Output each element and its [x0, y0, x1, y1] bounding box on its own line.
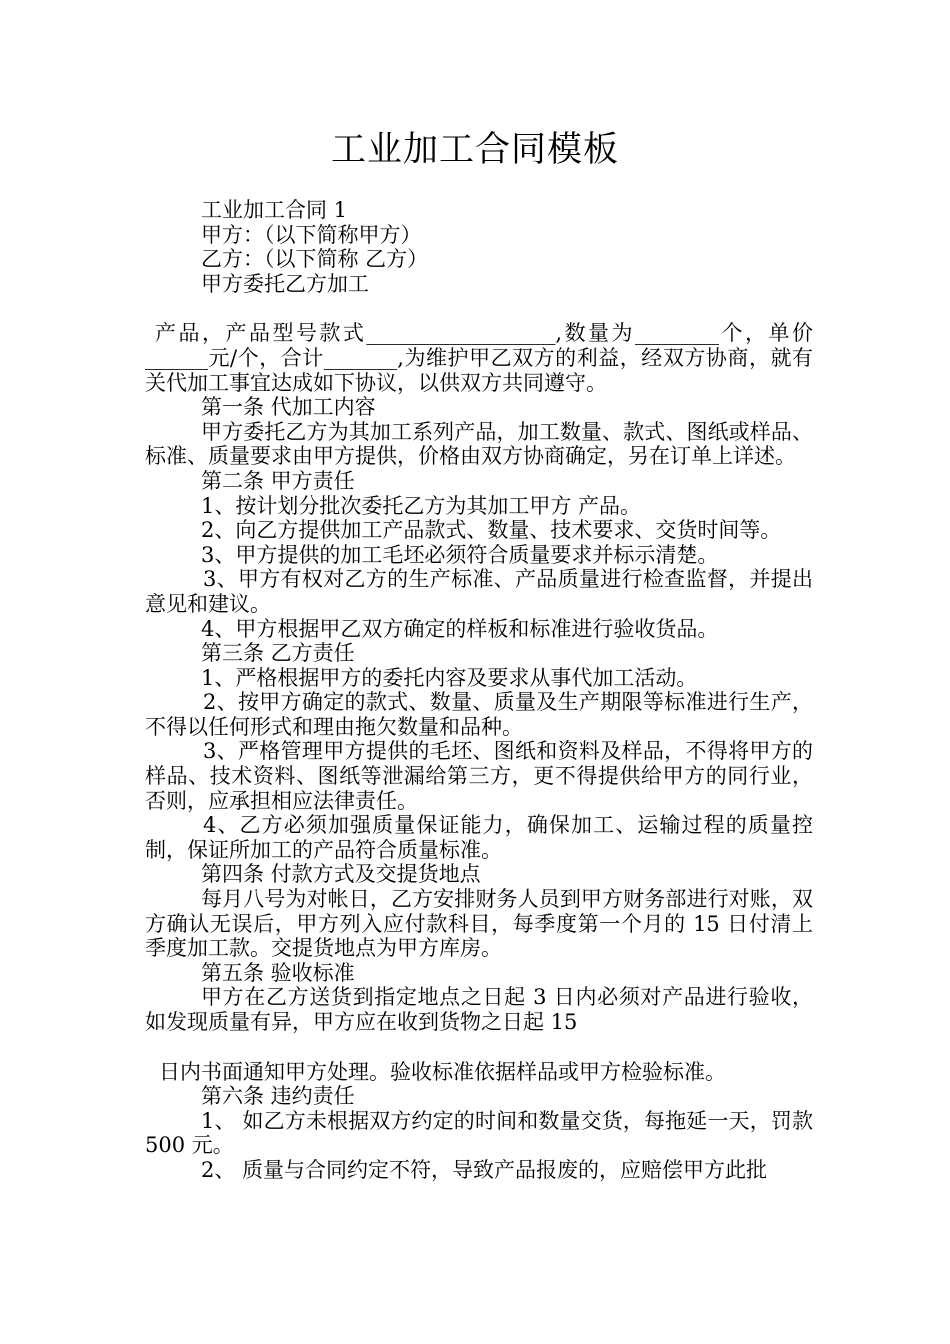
party-a-line: 甲方：（以下简称甲方） [201, 222, 422, 247]
article-5-heading: 第五条 验收标准 [201, 960, 355, 985]
article-3-item-4: 4、乙方必须加强质量保证能力，确保加工、运输过程的质量控制，保证所加工的产品符合质量标准。 [145, 813, 813, 862]
article-3-item-3: 3、严格管理甲方提供的毛坯、图纸和资料及样品，不得将甲方的样品、技术资料、图纸等泄漏给第三方，更不得提供给甲方的同行业，否则，应承担相应法律责任。 [145, 739, 813, 813]
article-2-item-2: 2、向乙方提供加工产品款式、数量、技术要求、交货时间等。 [201, 518, 782, 543]
blank-spacer [145, 296, 813, 321]
contract-heading: 工业加工合同 1 [201, 198, 348, 222]
article-6-heading: 第六条 违约责任 [201, 1084, 355, 1109]
product-terms-paragraph: 产品，产品型号款式__________________,数量为________个，单价______元/个，合计_______,为维护甲乙双方的利益，经双方协商，就有关代加工事宜达成如下协议，以供双方共同遵守。 [145, 321, 813, 395]
article-6-item-2: 2、 质量与合同约定不符，导致产品报废的，应赔偿甲方此批 [201, 1157, 768, 1182]
article-3-item-1: 1、严格根据甲方的委托内容及要求从事代加工活动。 [201, 665, 698, 690]
article-4-text: 每月八号为对帐日，乙方安排财务人员到甲方财务部进行对账，双方确认无误后，甲方列入应付款科目，每季度第一个月的 15 日付清上季度加工款。交提货地点为甲方库房。 [145, 887, 813, 961]
article-4-heading: 第四条 付款方式及交提货地点 [201, 862, 481, 887]
article-2-heading: 第二条 甲方责任 [201, 468, 355, 493]
article-6-item-1: 1、 如乙方未根据双方约定的时间和数量交货，每拖延一天，罚款 500 元。 [145, 1108, 813, 1158]
article-1-heading: 第一条 代加工内容 [201, 395, 376, 420]
article-2-item-3b: 3、甲方有权对乙方的生产标准、产品质量进行检查监督，并提出意见和建议。 [145, 567, 813, 616]
article-3-heading: 第三条 乙方责任 [201, 641, 355, 666]
article-2-item-4: 4、甲方根据甲乙双方确定的样板和标准进行验收货品。 [201, 616, 719, 641]
article-2-item-1: 1、按计划分批次委托乙方为其加工甲方 产品。 [201, 493, 642, 518]
party-b-line: 乙方：（以下简称 乙方） [201, 247, 429, 272]
article-3-item-2: 2、按甲方确定的款式、数量、质量及生产期限等标准进行生产，不得以任何形式和理由拖欠数量和品种。 [145, 690, 813, 739]
article-1-text: 甲方委托乙方为其加工系列产品，加工数量、款式、图纸或样品、标准、质量要求由甲方提供，价格由双方协商确定，另在订单上详述。 [145, 419, 813, 469]
document-body [145, 198, 813, 1183]
article-5-text: 甲方在乙方送货到指定地点之日起 3 日内必须对产品进行验收，如发现质量有异，甲方应在收到货物之日起 15 [145, 985, 813, 1034]
blank-spacer [145, 1035, 813, 1060]
article-2-item-3: 3、甲方提供的加工毛坯必须符合质量要求并标示清楚。 [201, 542, 719, 567]
article-5-continuation: 日内书面通知甲方处理。验收标准依据样品或甲方检验标准。 [159, 1059, 726, 1084]
entrustment-line: 甲方委托乙方加工 [201, 271, 369, 296]
document-title: 工业加工合同模板 [330, 130, 619, 170]
